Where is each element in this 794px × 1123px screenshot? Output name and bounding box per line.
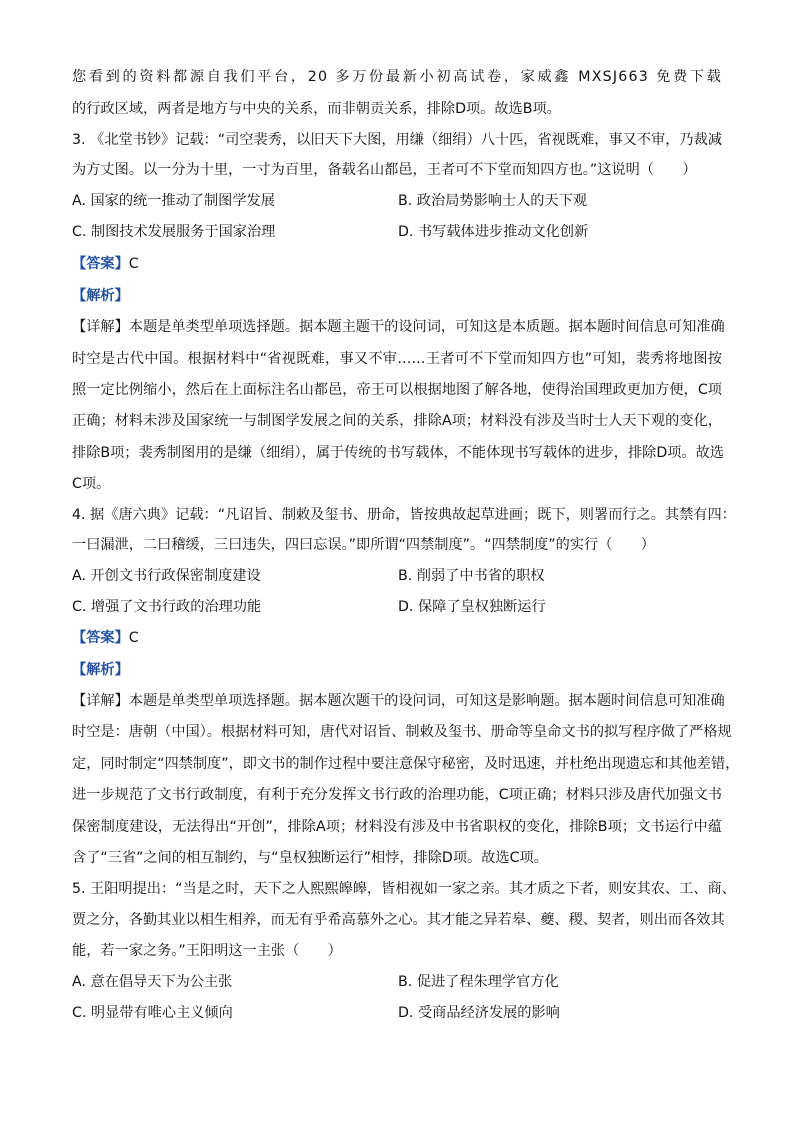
q5-option-c: C. 明显带有唯心主义倾向 [72, 1005, 233, 1021]
q3-option-b: B. 政治局势影响士人的天下观 [398, 193, 588, 209]
q4-detail-line-1: 【详解】本题是单类型单项选择题。据本题次题干的设问词，可知这是影响题。据本题时间信息可知准确 [72, 693, 725, 709]
q4-stem-line-2: 一曰漏泄，二曰稽缓，三曰违失，四曰忘误。”即所谓“四禁制度”。“四禁制度”的实行（ ） [72, 537, 655, 553]
q5-stem-line-1: 5. 王阳明提出：“当是之时，天下之人熙熙皞皞，皆相视如一家之亲。其才质之下者，则安其农、工、商、 [72, 881, 736, 897]
answer-tag: 【答案】 [72, 256, 129, 272]
q4-option-d: D. 保障了皇权独断运行 [398, 599, 546, 615]
detail-tag: 【详解】 [72, 693, 129, 709]
answer-tag: 【答案】 [72, 630, 129, 646]
q3-detail-line-4: 正确；材料未涉及国家统一与制图学发展之间的关系，排除A项；材料没有涉及当时士人天下观的变化， [72, 413, 722, 429]
analysis-tag: 【解析】 [72, 662, 129, 678]
previous-answer-tail: 的行政区域，两者是地方与中央的关系，而非朝贡关系，排除D项。故选B项。 [72, 101, 561, 117]
q4-detail-line-5: 保密制度建设，无法得出“开创”，排除A项；材料没有涉及中书省职权的变化，排除B项；文书运行中蕴 [72, 819, 722, 835]
q3-answer [72, 254, 139, 274]
q3-answer-value: C [128, 256, 139, 272]
detail-tag: 【详解】 [72, 319, 129, 335]
q3-stem-line-2: 为方丈图。以一分为十里，一寸为百里，备载名山都邑，王者可不下堂而知四方也。”这说明（ ） [72, 162, 697, 178]
q5-stem-line-3: 能，若一家之务。”王阳明这一主张（ ） [72, 943, 342, 959]
q3-stem-line-1: 3. 《北堂书钞》记载：“司空裴秀，以旧天下大图，用缣（细绢）八十匹，省视既难，事又不审，乃裁减 [72, 132, 722, 148]
q4-answer [72, 628, 139, 648]
q4-detail-line-3: 定，同时制定“四禁制度”，即文书的制作过程中要注意保守秘密，及时迅速，并杜绝出现遗忘和其他差错， [72, 756, 740, 772]
q5-option-b: B. 促进了程朱理学官方化 [398, 974, 559, 990]
analysis-tag: 【解析】 [72, 288, 129, 304]
q4-detail-line-4: 进一步规范了文书行政制度，有利于充分发挥文书行政的治理功能，C项正确；材料只涉及唐代加强文书 [72, 787, 722, 803]
q3-analysis-heading [72, 286, 129, 306]
watermark-header: 您看到的资料都源自我们平台，20 多万份最新小初高试卷，家威鑫 MXSJ663 免费下载 [72, 69, 722, 85]
q4-detail-line-6: 含了“三省”之间的相互制约，与“皇权独断运行”相悖，排除D项。故选C项。 [72, 850, 548, 866]
q3-option-c: C. 制图技术发展服务于国家治理 [72, 224, 276, 240]
q4-stem-line-1: 4. 据《唐六典》记载：“凡诏旨、制敕及玺书、册命，皆按典故起草进画；既下，则署而行之。其禁有四： [72, 507, 736, 523]
q4-analysis-heading [72, 660, 129, 680]
q5-option-a: A. 意在倡导天下为公主张 [72, 974, 233, 990]
q3-option-a: A. 国家的统一推动了制图学发展 [72, 193, 275, 209]
q4-option-b: B. 削弱了中书省的职权 [398, 568, 545, 584]
q3-detail-line-6: C项。 [72, 476, 111, 492]
q5-stem-line-2: 贾之分，各勤其业以相生相养，而无有乎希高慕外之心。其才能之异若皋、夔、稷、契者，则出而各效其 [72, 912, 725, 928]
q3-detail-line-3: 照一定比例缩小，然后在上面标注名山都邑，帝王可以根据地图了解各地，使得治国理政更加方便，C项 [72, 382, 722, 398]
q3-option-d: D. 书写载体进步推动文化创新 [398, 224, 589, 240]
q5-option-d: D. 受商品经济发展的影响 [398, 1005, 560, 1021]
q4-answer-value: C [128, 630, 139, 646]
q3-detail-line-5: 排除B项；裴秀制图用的是缣（细绢），属于传统的书写载体，不能体现书写载体的进步，排除D项。故选 [72, 445, 724, 461]
q3-detail-line-2: 时空是古代中国。根据材料中“省视既难，事又不审……王者可不下堂而知四方也”可知，裴秀将地图按 [72, 351, 722, 367]
q4-detail-line-2: 时空是：唐朝（中国）。根据材料可知，唐代对诏旨、制敕及玺书、册命等皇命文书的拟写程序做了严格规 [72, 724, 732, 740]
q4-option-c: C. 增强了文书行政的治理功能 [72, 599, 262, 615]
q3-detail-line-1: 【详解】本题是单类型单项选择题。据本题主题干的设问词，可知这是本质题。据本题时间信息可知准确 [72, 319, 725, 335]
q4-option-a: A. 开创文书行政保密制度建设 [72, 568, 261, 584]
